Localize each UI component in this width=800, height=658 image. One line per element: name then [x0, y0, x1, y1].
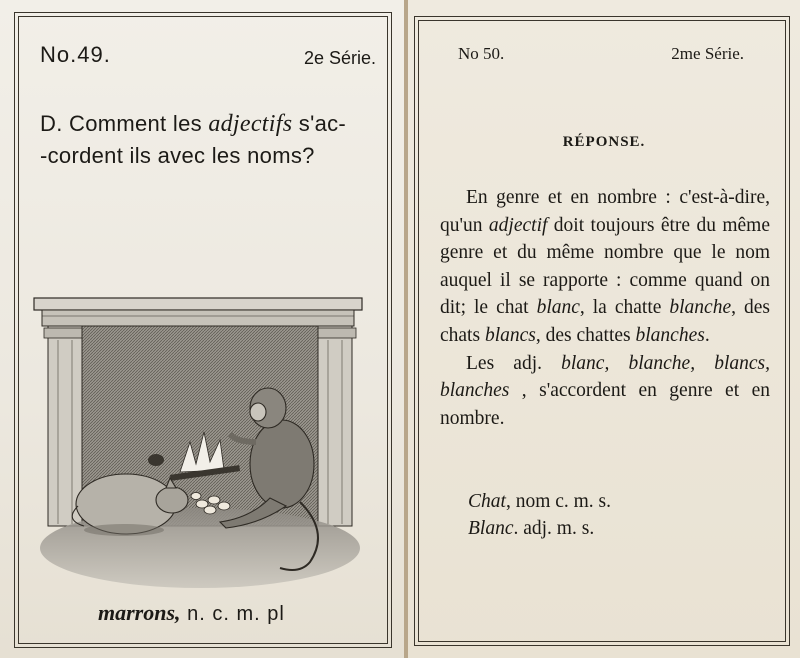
para1-italic-adjectif: adjectif [488, 214, 548, 236]
mantel-shelf [34, 298, 362, 310]
para1-text-e: , des chattes [535, 324, 636, 346]
question-line1-end: s'ac- [292, 111, 347, 136]
grammar-analysis [468, 488, 611, 542]
grammar-line-chat [468, 488, 611, 515]
question-prefix: D. Comment les [40, 111, 209, 136]
para1-text-d: , des chats [440, 297, 770, 346]
question-text [40, 108, 390, 172]
answer-body [440, 184, 770, 432]
answer-heading: RÉPONSE. [562, 134, 646, 150]
grammar-word-blanc: Blanc [468, 518, 514, 539]
grammar-word-chat: Chat [468, 491, 506, 512]
question-line2: -cordent ils avec les noms? [40, 143, 315, 168]
para1-text-a: En genre et en nombre : c'est-à-dire, qu'un [440, 187, 770, 236]
para1-italic-blancs: blancs [484, 324, 536, 346]
right-pillar [318, 326, 352, 526]
grammar-desc-blanc: . adj. m. s. [513, 518, 595, 539]
question-italic-word: adjectifs [208, 111, 293, 137]
caption-grammar: n. c. m. pl [180, 603, 285, 625]
para1-text-f: . [704, 324, 710, 346]
para2-text-a: Les adj. [466, 352, 562, 374]
fireplace-monkey-cat-illustration [30, 292, 370, 588]
right-card [408, 0, 800, 658]
series-label-left: 2e Série. [303, 48, 376, 68]
para1-italic-blanc: blanc [536, 297, 580, 319]
para2-italic-list: blanc, blanche, blancs, blanches [440, 352, 771, 402]
series-label-right: 2me Série. [671, 44, 744, 63]
para1-text-b: doit toujours être du même genre et du même nombre que le nom auquel il se rapporte : comme quand on dit; le chat [440, 214, 771, 319]
grammar-line-blanc [468, 515, 611, 542]
card-number-left: No.49. [40, 42, 111, 67]
para1-italic-blanches: blanches [635, 324, 705, 346]
answer-paragraph-1 [440, 184, 770, 350]
grammar-desc-chat: , nom c. m. s. [505, 491, 612, 512]
para1-italic-blanche: blanche [669, 297, 732, 319]
illustration-caption [98, 600, 285, 626]
para1-text-c: , la chatte [579, 297, 670, 319]
left-pillar [48, 326, 82, 526]
answer-paragraph-2 [440, 350, 770, 433]
caption-word: marrons, [98, 600, 181, 625]
para2-text-b: , s'accordent en genre et en nombre. [440, 380, 770, 429]
card-number-right: No 50. [458, 44, 505, 63]
